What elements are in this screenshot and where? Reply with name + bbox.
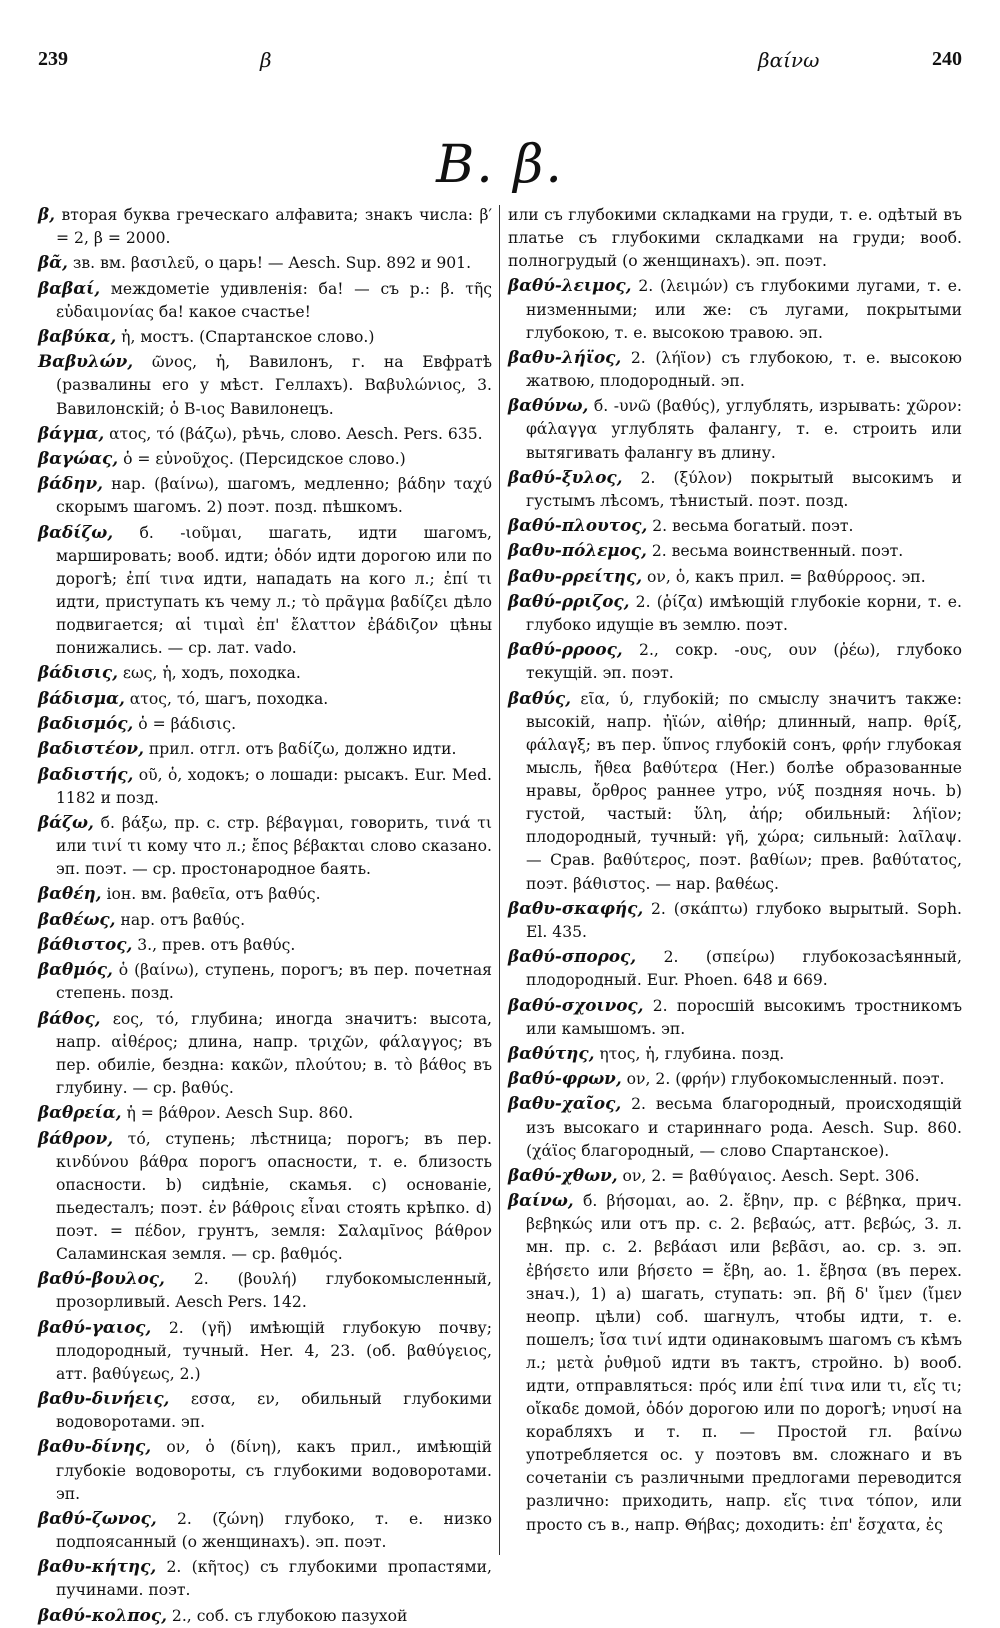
dictionary-entry	[508, 274, 962, 344]
entry-definition: или съ глубокими складками на груди, т. е. одѣтый въ платье съ глубокими складками на груди; вооб. полногрудый (о женщинахъ). эп. поэт.	[508, 206, 962, 271]
entry-headword: βᾶ,	[38, 252, 68, 273]
right-column	[508, 203, 962, 1558]
entry-headword: βαθυ-σκαφής,	[508, 897, 644, 918]
entry-definition: ὁ = εὐνοῦχος. (Персидское слово.)	[123, 450, 406, 469]
dictionary-entry	[508, 1042, 962, 1066]
entry-headword: βάδην,	[38, 473, 103, 494]
dictionary-entry	[508, 1092, 962, 1162]
entry-definition: ἡ, мостъ. (Спартанское слово.)	[121, 328, 375, 347]
entry-headword: βαθύ-πλουτος,	[508, 515, 648, 536]
dictionary-entry	[508, 539, 962, 563]
entry-definition: 2. (ζώνη) глубоко, т. е. низко подпоясанный (о женщинахъ). эп. поэт.	[56, 1509, 492, 1552]
entry-headword: βαθύ-γαιος,	[38, 1316, 152, 1337]
entry-headword: βαθύ-ζωνος,	[38, 1507, 157, 1528]
dictionary-entry	[508, 687, 962, 896]
entry-definition: 2. (σκάπτω) глубоко вырытый. Soph. El. 435.	[526, 899, 962, 941]
entry-headword: βαθύνω,	[508, 395, 589, 416]
dictionary-entry	[38, 908, 492, 932]
header-letter: β	[260, 48, 272, 72]
dictionary-entry	[38, 1435, 492, 1505]
entry-headword: βάδισις,	[38, 662, 118, 683]
dictionary-entry	[508, 565, 962, 589]
entry-headword: βαθυ-πόλεμος,	[508, 540, 647, 561]
dictionary-entry	[508, 394, 962, 464]
dictionary-entry	[38, 472, 492, 519]
entry-definition: 2. (βουλή) глубокомысленный, прозорливый. Aesch Pers. 142.	[56, 1270, 492, 1312]
entry-headword: βαίνω,	[508, 1190, 574, 1211]
left-column	[38, 203, 493, 1625]
entry-headword: βάζω,	[38, 811, 94, 832]
entry-headword: βάγμα,	[38, 422, 105, 443]
entry-definition: εος, τό, глубина; иногда значитъ: высота, напр. αἰθέρος; длина, напр. τριχῶν, φάλαγγος; въ пер. обиліе, бездна: κακῶν, πλούτου; в. τὸ βάθος въ глубину. — ср. βαθύς.	[56, 1009, 492, 1097]
entry-definition: ον, ὁ, какъ прил. = βαθύρροος. эп.	[647, 567, 926, 586]
dictionary-entry	[508, 638, 962, 685]
entry-definition: ατος, τό, шагъ, походка.	[129, 689, 329, 708]
dictionary-entry	[38, 1555, 492, 1602]
dictionary-entry	[38, 737, 492, 761]
entry-headword: βαβαί,	[38, 277, 101, 298]
entry-definition: 2., соб. съ глубокою пазухой	[171, 1606, 408, 1625]
dictionary-entry	[38, 933, 492, 957]
entry-definition: ἡ = βάθρον. Aesch Sup. 860.	[126, 1104, 354, 1123]
page-number-right: 240	[932, 48, 962, 70]
dictionary-entry	[508, 945, 962, 992]
entry-definition: б. βάξω, пр. с. стр. βέβαγμαι, говорить, τινά τι или τινί τι кому что л.; ἔπος βέβακται слово сказано. эп. поэт. — ср. простонародное баять.	[56, 813, 492, 879]
entry-definition: вторая буква греческаго алфавита; знакъ числа: β′ = 2, β = 2000.	[56, 206, 493, 248]
entry-definition: εως, ἡ, ходъ, походка.	[122, 664, 301, 683]
dictionary-entry	[508, 1164, 962, 1188]
entry-headword: βαθύ-βουλος,	[38, 1268, 165, 1289]
dictionary-entry	[38, 1387, 492, 1434]
entry-headword: βαθύ-ρριζος,	[508, 591, 630, 611]
entry-headword: βάθιστος,	[38, 934, 133, 954]
dictionary-entry	[38, 712, 492, 736]
entry-definition: 2. (ῥίζα) имѣющій глубокіе корни, т. е. глубоко идущіе въ землю. поэт.	[526, 593, 962, 635]
entry-headword: βαθυ-δινήεις,	[38, 1388, 170, 1409]
entry-definition: εσσα, εν, обильный глубокими водоворотами. эп.	[56, 1390, 492, 1432]
entry-definition: б. -υνῶ (βαθύς), углублять, изрывать: χῶρον: φάλαγγα углублять фалангу, т. е. строить или вытягивать фалангу въ длину.	[526, 397, 962, 462]
entry-headword: βαθύ-κολπος,	[38, 1604, 167, 1625]
entry-headword: βαθύς,	[508, 687, 571, 708]
dictionary-entry	[38, 958, 492, 1005]
dictionary-entry	[508, 1189, 962, 1536]
dictionary-entry	[38, 1007, 492, 1100]
entry-headword: βαθύ-ρροος,	[508, 639, 623, 660]
dictionary-entry	[38, 687, 492, 711]
dictionary-entry	[508, 590, 962, 637]
dictionary-entry	[508, 1067, 962, 1091]
entry-definition: 2. (λειμών) съ глубокими лугами, т. е. низменными; или же: съ лугами, покрытыми глубокою, т. е. высокою травою. эп.	[526, 277, 962, 342]
entry-definition: нар. отъ βαθύς.	[120, 910, 246, 929]
dictionary-entry	[38, 422, 492, 446]
dictionary-entry	[508, 466, 962, 513]
entry-definition: іон. вм. βαθεῖα, отъ βαθύς.	[106, 885, 321, 904]
entry-headword: βαθέως,	[38, 908, 116, 929]
entry-headword: βαθύ-φρων,	[508, 1068, 622, 1089]
entry-definition: ον, ὁ (δίνη), какъ прил., имѣющій глубокіе водовороты, съ глубокими водоворотами. эп.	[56, 1438, 492, 1503]
entry-headword: βαθυ-δίνης,	[38, 1436, 152, 1457]
entry-headword: βαθυ-κήτης,	[38, 1556, 157, 1577]
dictionary-entry	[38, 1267, 492, 1314]
entry-headword: βάθρον,	[38, 1127, 114, 1148]
dictionary-entry	[38, 447, 492, 471]
dictionary-entry	[38, 763, 492, 810]
column-divider	[499, 205, 500, 1555]
dictionary-entry	[508, 994, 962, 1041]
dictionary-entry	[508, 897, 962, 944]
entry-definition: 2. (ξύλον) покрытый высокимъ и густымъ лѣсомъ, тѣнистый. поэт. позд.	[526, 468, 962, 510]
entry-definition: ὁ = βάδισις.	[138, 715, 237, 734]
entry-headword: βαδιστής,	[38, 763, 134, 784]
entry-headword: βαθύ-χθων,	[508, 1164, 618, 1185]
entry-headword: βαθύ-σχοινος,	[508, 994, 644, 1015]
dictionary-entry	[38, 203, 492, 250]
section-title: Β. β.	[436, 135, 564, 195]
dictionary-entry	[38, 1507, 492, 1554]
dictionary-entry	[38, 350, 492, 420]
dictionary-entry	[38, 521, 492, 661]
dictionary-entry	[38, 277, 492, 324]
entry-definition: 2. (γῆ) имѣющій глубокую почву; плодородный, тучный. Her. 4, 23. (об. βαθύγειος, атт. βαθύγεως, 2.)	[56, 1318, 492, 1383]
entry-definition: 2. весьма благородный, происходящій изъ высокаго и стариннаго рода. Aesch. Sup. 860. (χάϊος благородный, — слово Спартанское).	[526, 1095, 962, 1160]
entry-headword: βαθύτης,	[508, 1042, 595, 1063]
entry-definition: ὁ (βαίνω), ступень, порогъ; въ пер. почетная степень. позд.	[56, 961, 492, 1003]
entry-headword: βάδισμα,	[38, 687, 125, 708]
entry-definition: нар. (βαίνω), шагомъ, медленно; βάδην ταχύ скорымъ шагомъ. 2) поэт. позд. пѣшкомъ.	[56, 475, 492, 517]
entry-definition: ῶνος, ἡ, Вавилонъ, г. на Евфратѣ (развалины его у мѣст. Геллахъ). Βαβυλώνιος, 3. Вавилонскій; ὁ Β-ιος Вавилонецъ.	[56, 353, 492, 418]
entry-headword: βαθρεία,	[38, 1102, 122, 1123]
entry-definition: ατος, τό (βάζω), рѣчь, слово. Aesch. Pers. 635.	[109, 424, 483, 443]
entry-headword: β,	[38, 204, 55, 224]
entry-headword: βαδίζω,	[38, 521, 114, 542]
entry-definition: 3., прев. отъ βαθύς.	[137, 936, 296, 954]
entry-definition: 2. весьма богатый. поэт.	[652, 517, 854, 536]
entry-definition: 2. (λήϊον) съ глубокою, т. е. высокою жатвою, плодородный. эп.	[526, 348, 962, 391]
dictionary-entry	[508, 514, 962, 538]
entry-definition: междометіе удивленія: ба! — съ р.: β. τῆς εὐδαιμονίας ба! какое счастье!	[56, 279, 492, 321]
entry-definition: τό, ступень; лѣстница; порогъ; въ пер. κινδύνου βάθρα порогъ опасности, т. е. близость опасности. b) сидѣніе, скамья. c) основаніе, пьедесталъ; поэт. ἐν βάθροις εἶναι стоять крѣпко. d) поэт. = πέδον, грунтъ, земля: Σαλαμῖνος βάθρον Саламинская земля. — ср. βαθμός.	[56, 1129, 492, 1263]
page-number-left: 239	[38, 48, 68, 70]
entry-definition: οῦ, ὁ, ходокъ; о лошади: рысакъ. Eur. Med. 1182 и позд.	[56, 765, 492, 807]
dictionary-entry	[508, 203, 962, 273]
dictionary-entry	[38, 251, 492, 275]
entry-headword: βαθύ-ξυλος,	[508, 466, 623, 487]
entry-definition: прил. отгл. отъ βαδίζω, должно идти.	[148, 740, 457, 759]
dictionary-entry	[38, 1604, 492, 1628]
entry-definition: 2., сокр. -ους, ουν (ῥέω), глубоко текущій. эп. поэт.	[526, 641, 962, 683]
dictionary-entry	[38, 325, 492, 349]
entry-headword: βαθυ-χαῖος,	[508, 1093, 622, 1114]
entry-headword: βαθέη,	[38, 883, 102, 904]
dictionary-entry	[38, 1316, 492, 1386]
dictionary-entry	[38, 661, 492, 685]
entry-definition: б. βήσομαι, ао. 2. ἔβην, пр. с βέβηκα, прич. βεβηκώς или отъ пр. с. 2. βεβαώς, атт. βεβώς, 3. л. мн. пр. с. 2. βεβάασι или βεβᾶσι, ао. ср. з. эп. ἐβήσετο или βήσετο = ἔβη, ао. 1. ἔβησα (въ перех. знач.), 1) а) шагать, ступать: эп. βῆ δ' ἴμεν (ἴμεν неопр. цѣли) соб. шагнулъ, чтобы идти, т. е. пошелъ; ἴσα τινί идти одинаковымъ шагомъ съ кѣмъ л.; μετὰ ῥυθμοῦ идти въ тактъ, стройно. b) вооб. идти, отправляться: πρός или ἐπί τινα или τι, εἴς τι; οἴκαδε домой, ὁδόν дорогою или по дорогѣ; νηυσί на корабляхъ и т. п. — Простой гл. βαίνω употребляется ос. у поэтовъ вм. сложнаго и въ сочетаніи съ различными предлогами переводится различно: приходить, напр. εἴς τινα τόπον, или просто съ в., напр. Θήβας; доходить: ἐπ' ἔσχατα, ἐς	[526, 1192, 963, 1534]
entry-definition: 2. поросшій высокимъ тростникомъ или камышомъ. эп.	[526, 996, 962, 1038]
entry-definition: б. -ιοῦμαι, шагать, идти шагомъ, маршировать; вооб. идти; ὁδόν идти дорогою или по дорогѣ; ἐπί τινα идти, нападать на кого л.; ἐπί τι идти, приступать къ чему л.; τὸ πρᾶγμα βαδίζει дѣло подвигается; αἱ τιμαὶ ἐπ' ἔλαττον ἐβάδιζον цѣны понижались. — ср. лат. vado.	[56, 523, 492, 658]
entry-headword: βαδιστέον,	[38, 738, 144, 759]
entry-headword: Βαβυλών,	[38, 351, 134, 372]
dictionary-entry	[38, 882, 492, 906]
dictionary-columns	[38, 203, 963, 1625]
entry-headword: βαδισμός,	[38, 713, 134, 734]
entry-definition: зв. вм. βασιλεῦ, о царь! — Aesch. Sup. 892 и 901.	[72, 254, 472, 273]
dictionary-entry	[38, 1127, 492, 1267]
entry-headword: βαγώας,	[38, 448, 119, 469]
dictionary-entry	[38, 811, 492, 881]
page-header	[38, 48, 962, 78]
entry-headword: βαβύκα,	[38, 326, 117, 347]
entry-definition: ον, 2. (φρήν) глубокомысленный. поэт.	[626, 1070, 945, 1089]
entry-definition: 2. (σπείρω) глубокозасѣянный, плодородный. Eur. Phoen. 648 и 669.	[526, 948, 962, 990]
entry-definition: ον, 2. = βαθύγαιος. Aesch. Sept. 306.	[622, 1166, 920, 1185]
entry-definition: ητος, ἡ, глубина. позд.	[599, 1044, 785, 1063]
entry-definition: 2. весьма воинственный. поэт.	[651, 542, 904, 561]
entry-headword: βάθος,	[38, 1007, 101, 1028]
dictionary-entry	[508, 346, 962, 393]
header-guide-word: βαίνω	[758, 48, 820, 72]
entry-definition: εῖα, ύ, глубокій; по смыслу значитъ также: высокій, напр. ἠϊών, αἰθήρ; длинный, напр. θρίξ, φάλαγξ; въ пер. ὕπνος глубокій сонъ, φρήν глубокая мысль, ἤθεα βαθύτερα (Her.) болѣе образованные нравы, ὄρθρος раннее утро, νύξ поздняя ночь. b) густой, частый: ὕλη, ἀήρ; обильный: λήϊον; плодородный, тучный: γῆ, χώρα; сильный: λαῖλαψ. — Срав. βαθύτερος, поэт. βαθίων; прев. βαθύτατος, поэт. βάθιστος. — нар. βαθέως.	[526, 689, 962, 893]
entry-headword: βαθυ-ρρείτης,	[508, 565, 643, 586]
entry-headword: βαθύ-λειμος,	[508, 275, 632, 296]
entry-definition: 2. (κῆτος) съ глубокими пропастями, пучинами. поэт.	[56, 1558, 492, 1600]
entry-headword: βαθύ-σπορος,	[508, 946, 637, 967]
entry-headword: βαθμός,	[38, 959, 113, 980]
dictionary-entry	[38, 1101, 492, 1125]
entry-headword: βαθυ-λήϊος,	[508, 346, 622, 367]
